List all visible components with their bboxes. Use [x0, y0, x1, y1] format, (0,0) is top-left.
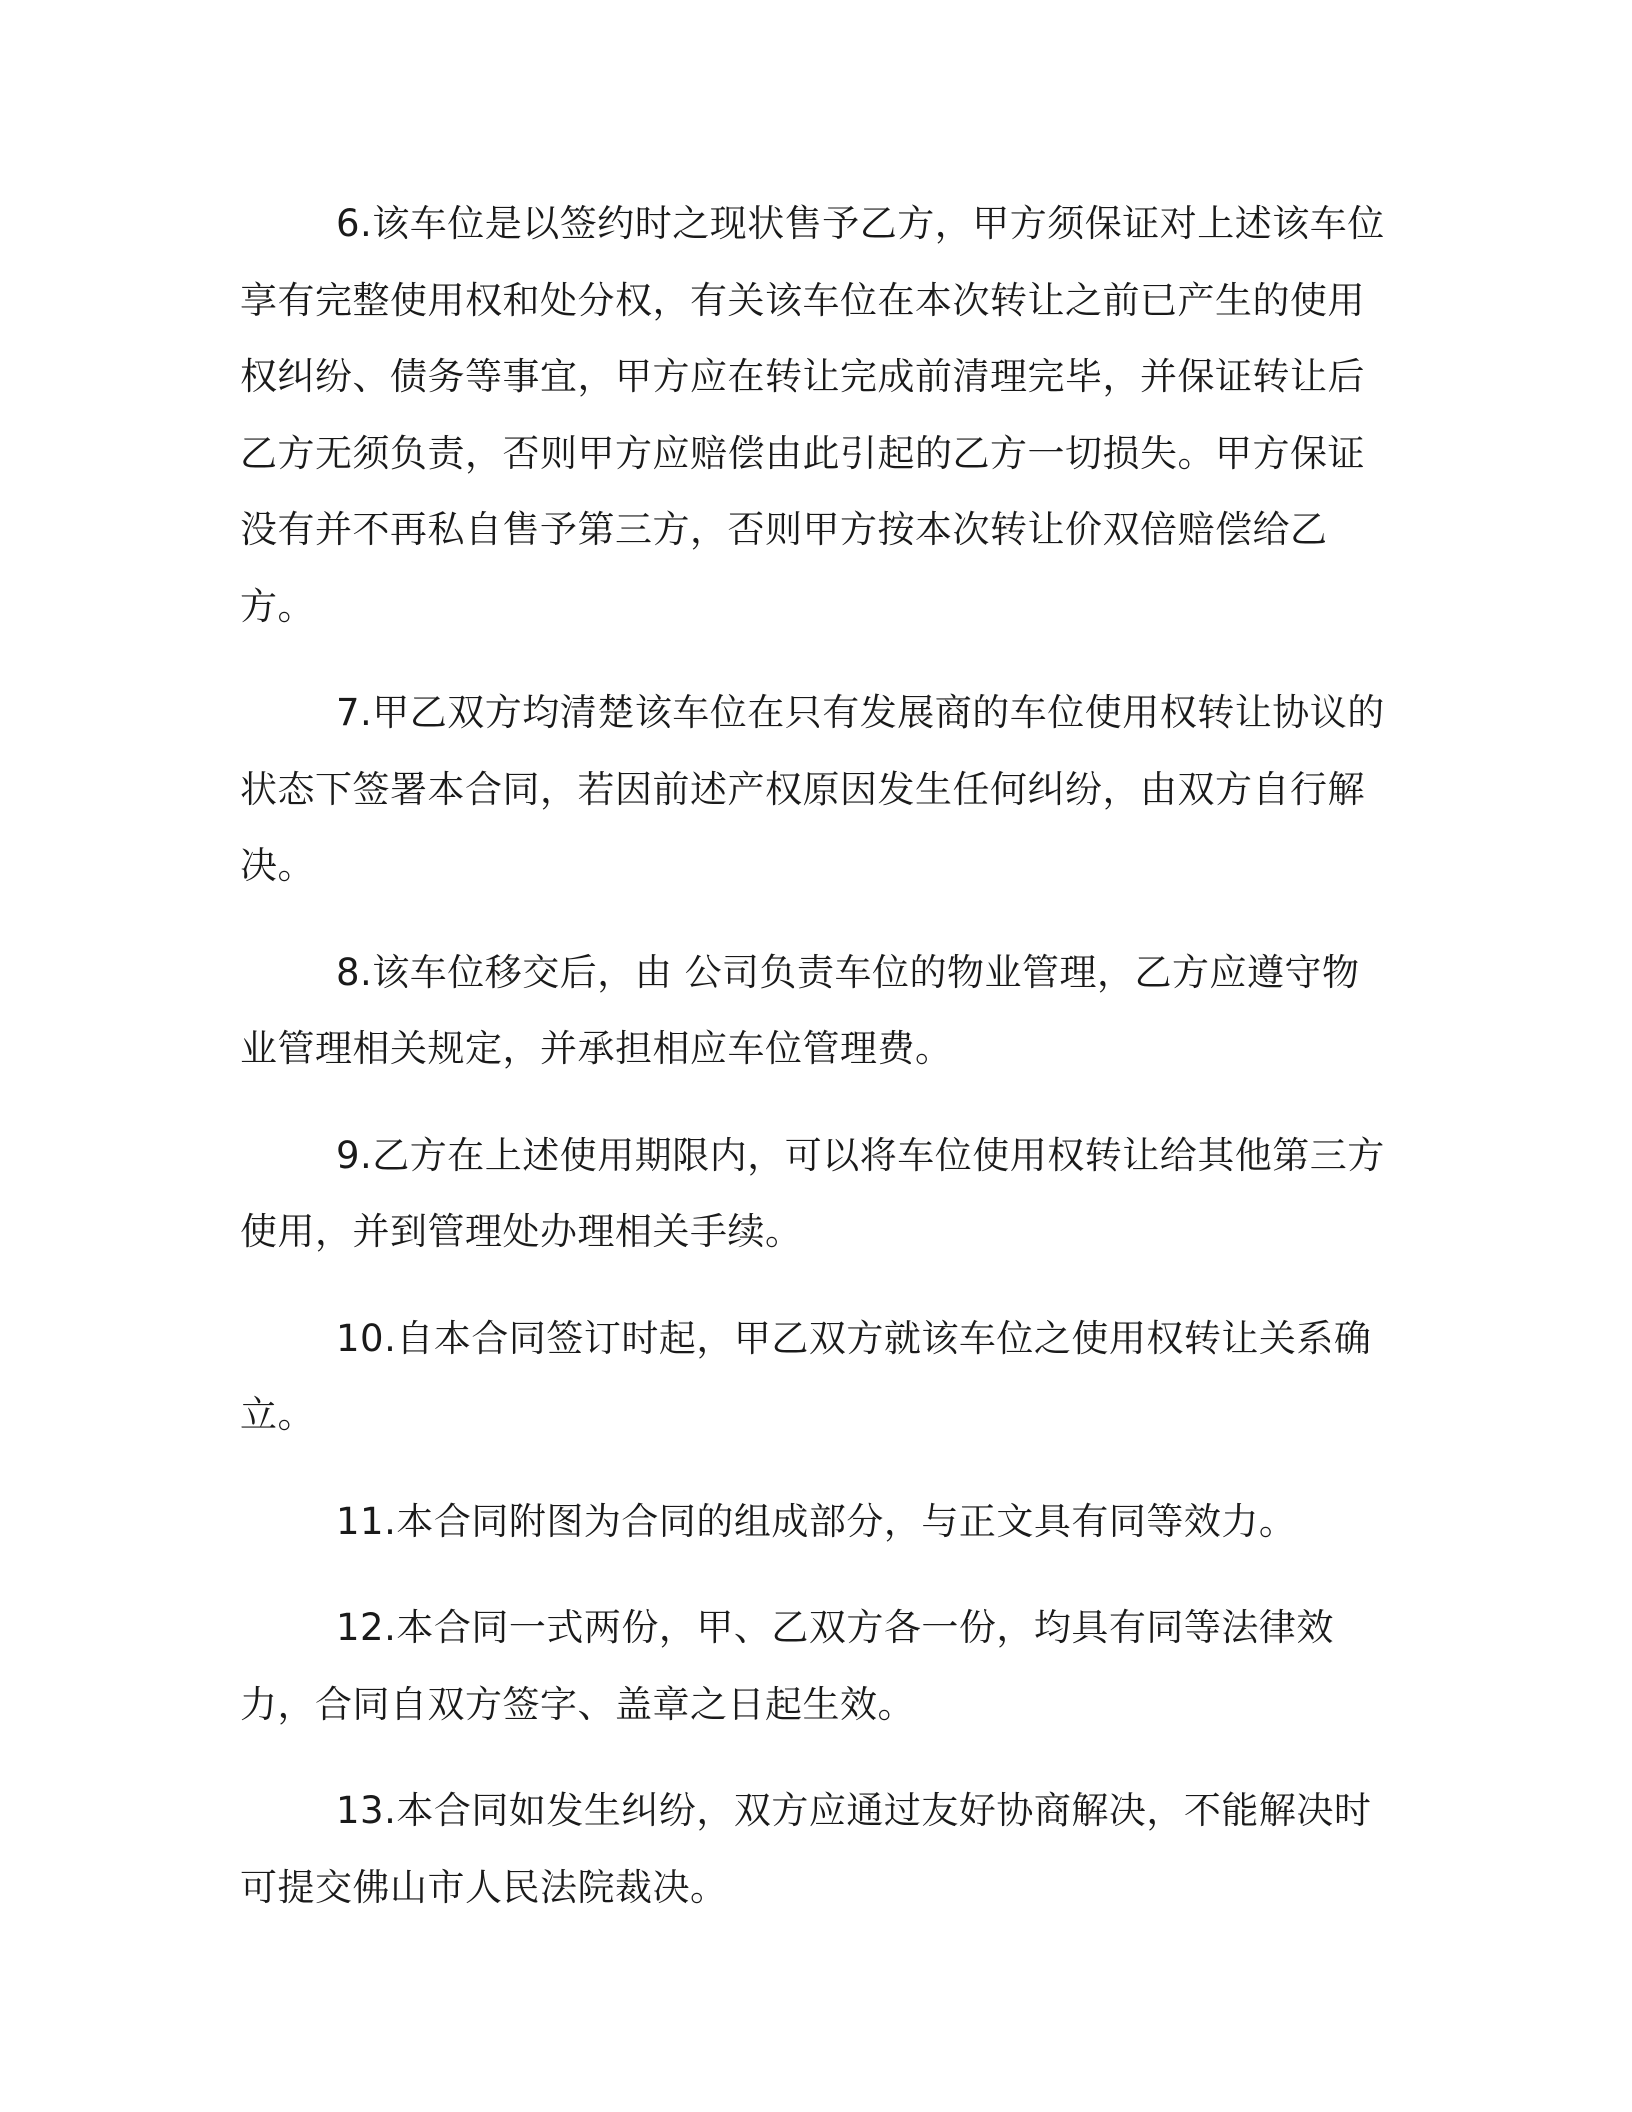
clause-13: 13.本合同如发生纠纷，双方应通过友好协商解决，不能解决时可提交佛山市人民法院裁决。: [240, 1789, 1372, 1909]
clause-10: 10.自本合同签订时起，甲乙双方就该车位之使用权转让关系确立。: [240, 1316, 1372, 1436]
clause-9: 9.乙方在上述使用期限内，可以将车位使用权转让给其他第三方使用，并到管理处办理相关手续。: [240, 1133, 1385, 1253]
clause-8: 8.该车位移交后，由 公司负责车位的物业管理，乙方应遵守物业管理相关规定，并承担相应车位管理费。: [240, 950, 1360, 1070]
clause-11: 11.本合同附图为合同的组成部分，与正文具有同等效力。: [336, 1499, 1297, 1543]
clause-7: 7.甲乙双方均清楚该车位在只有发展商的车位使用权转让协议的状态下签署本合同，若因前述产权原因发生任何纠纷，由双方自行解决。: [240, 691, 1385, 887]
clause-6: 6.该车位是以签约时之现状售予乙方，甲方须保证对上述该车位享有完整使用权和处分权，有关该车位在本次转让之前已产生的使用权纠纷、债务等事宜，甲方应在转让完成前清理完毕，并保证转让后乙方无须负责，否则甲方应赔偿由此引起的乙方一切损失。甲方保证没有并不再私自售予第三方，否则甲方按本次转让价双倍赔偿给乙方。: [240, 202, 1385, 628]
contract-body: [240, 186, 1390, 1926]
clause-12: 12.本合同一式两份，甲、乙双方各一份，均具有同等法律效力，合同自双方签字、盖章之日起生效。: [240, 1606, 1334, 1726]
